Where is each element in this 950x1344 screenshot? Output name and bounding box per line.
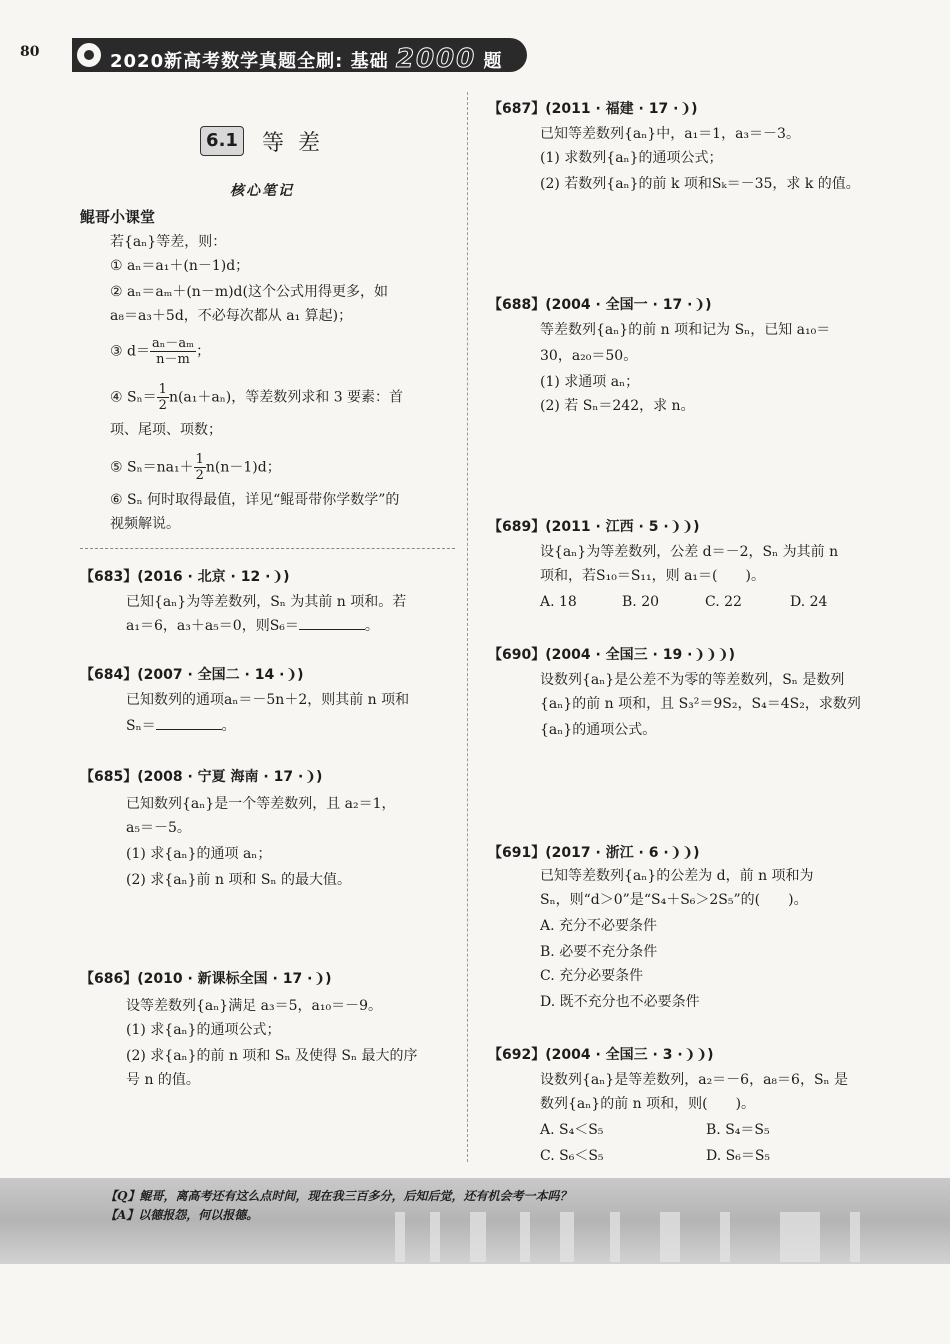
question-688-header: 【688】(2004 · 全国一 · 17 ·❩) (488, 297, 712, 313)
section-number: 6.1 (200, 126, 244, 156)
question-686-header: 【686】(2010 · 新课标全国 · 17 ·❩) (80, 971, 332, 987)
question-683-line-1: 已知{aₙ}为等差数列，Sₙ 为其前 n 项和。若 (126, 594, 407, 610)
question-687-line-1: 已知等差数列{aₙ}中，a₁＝1，a₃＝－3。 (540, 126, 800, 142)
question-690-line-2: {aₙ}的前 n 项和，且 S₃²＝9S₂，S₄＝4S₂，求数列 (540, 696, 861, 712)
question-692-option-a: A. S₄＜S₅ (540, 1122, 604, 1138)
question-691-option-c: C. 充分必要条件 (540, 968, 644, 984)
formula-3-end: ； (196, 343, 211, 360)
question-685-header: 【685】(2008 · 宁夏 海南 · 17 ·❩) (80, 769, 323, 785)
question-687-source: 【687】(2011 · 福建 · 17 · (488, 101, 679, 117)
formula-4-rhs: n(a₁＋aₙ)，等差数列求和 3 要素：首 (168, 389, 404, 406)
question-683-text: a₁＝6，a₃＋a₅＝0，则S₆＝ (126, 618, 299, 634)
formula-3-fraction (150, 336, 196, 367)
question-690-header: 【690】(2004 · 全国三 · 19 ·❩❩❩) (488, 647, 736, 663)
question-690-line-1: 设数列{aₙ}是公差不为零的等差数列，Sₙ 是数列 (540, 672, 845, 688)
book-title-number: 2000 (395, 44, 477, 74)
formula-2-cont: a₈＝a₃＋5d，不必每次都从 a₁ 算起)； (110, 308, 353, 324)
footer-stripe (780, 1212, 820, 1262)
fraction-denominator: n－m (156, 352, 190, 367)
question-689-line-1: 设{aₙ}为等差数列，公差 d＝－2，Sₙ 为其前 n (540, 544, 839, 560)
answer-blank (299, 617, 365, 630)
question-684-end: 。 (221, 718, 236, 734)
difficulty-pepper-icon: ❩❩ (683, 1047, 708, 1063)
formula-4-cont: 项、尾项、项数； (110, 422, 222, 438)
difficulty-pepper-icon: ❩ (271, 569, 284, 585)
formula-5-rhs: n(n－1)d； (205, 459, 281, 476)
formula-1: ① aₙ＝a₁＋(n－1)d； (110, 258, 250, 274)
question-689-source: 【689】(2011 · 江西 · 5 · (488, 519, 669, 535)
question-684-header: 【684】(2007 · 全国二 · 14 ·❩) (80, 667, 304, 683)
footer-stripe (470, 1212, 486, 1262)
fraction-denominator: 2 (158, 398, 167, 413)
header-logo-icon (74, 40, 104, 70)
question-686-line-1: 设等差数列{aₙ}满足 a₃＝5，a₁₀＝－9。 (126, 998, 383, 1014)
question-684-line-1: 已知数列的通项aₙ＝－5n＋2，则其前 n 项和 (126, 692, 410, 708)
formula-5-lhs: ⑤ Sₙ＝na₁＋ (110, 459, 194, 476)
book-title-sub: 基础 (350, 51, 389, 72)
formula-3-lhs: ③ d＝ (110, 343, 150, 360)
fraction-numerator: aₙ－aₘ (151, 336, 195, 351)
section-title: 等差 (262, 131, 335, 156)
question-692-header: 【692】(2004 · 全国三 · 3 ·❩❩) (488, 1047, 714, 1063)
notes-separator (80, 548, 455, 549)
notes-intro: 若{aₙ}等差，则： (110, 234, 227, 250)
difficulty-pepper-icon: ❩ (693, 297, 706, 313)
difficulty-pepper-icon: ❩ (285, 667, 298, 683)
formula-5 (110, 452, 281, 483)
question-684-source: 【684】(2007 · 全国二 · 14 · (80, 667, 285, 683)
question-691-line-1: 已知等差数列{aₙ}的公差为 d，前 n 项和为 (540, 868, 814, 884)
question-683-source: 【683】(2016 · 北京 · 12 · (80, 569, 271, 585)
footer-stripe (610, 1212, 620, 1262)
difficulty-pepper-icon: ❩ (313, 971, 326, 987)
question-686-source: 【686】(2010 · 新课标全国 · 17 · (80, 971, 313, 987)
question-688-line-1: 等差数列{aₙ}的前 n 项和记为 Sₙ，已知 a₁₀＝ (540, 322, 831, 338)
question-689-header: 【689】(2011 · 江西 · 5 ·❩❩) (488, 519, 700, 535)
question-691-option-a: A. 充分不必要条件 (540, 918, 658, 934)
footer-stripe (430, 1212, 440, 1262)
fraction-denominator: 2 (195, 468, 204, 483)
question-683-line-2 (126, 616, 379, 636)
question-692-option-d: D. S₆＝S₅ (706, 1148, 771, 1164)
question-691-header: 【691】(2017 · 浙江 · 6 ·❩❩) (488, 845, 700, 861)
footer-stripe (560, 1212, 574, 1262)
question-686-part-2: (2) 求{aₙ}的前 n 项和 Sₙ 及使得 Sₙ 最大的序 (126, 1048, 418, 1064)
question-690-line-3: {aₙ}的通项公式。 (540, 722, 657, 738)
formula-3 (110, 336, 210, 367)
question-692-option-b: B. S₄＝S₅ (706, 1122, 770, 1138)
question-687-part-1: (1) 求数列{aₙ}的通项公式； (540, 150, 723, 166)
difficulty-pepper-icon: ❩❩ (669, 519, 694, 535)
book-title (110, 44, 503, 74)
footer-question: 【Q】鲲哥，离高考还有这么点时间，现在我三百多分，后知后觉，还有机会考一本吗？ (105, 1189, 572, 1203)
question-686-part-1: (1) 求{aₙ}的通项公式； (126, 1022, 281, 1038)
question-685-line-2: a₅＝－5。 (126, 820, 191, 836)
formula-4 (110, 382, 403, 413)
question-689-option-a: A. 18 (540, 594, 577, 610)
footer-answer: 【A】以德报怨，何以报德。 (105, 1208, 259, 1222)
formula-6-cont: 视频解说。 (110, 516, 180, 532)
formula-2: ② aₙ＝aₘ＋(n－m)d(这个公式用得更多，如 (110, 284, 388, 300)
fraction-numerator: 1 (158, 382, 167, 397)
question-690-source: 【690】(2004 · 全国三 · 19 · (488, 647, 693, 663)
column-divider (467, 92, 468, 1162)
question-691-source: 【691】(2017 · 浙江 · 6 · (488, 845, 669, 861)
answer-blank (156, 717, 222, 730)
question-691-line-2: Sₙ，则“d＞0”是“S₄＋S₆＞2S₅”的( )。 (540, 892, 808, 908)
footer-stripe (720, 1212, 730, 1262)
question-688-part-1: (1) 求通项 aₙ； (540, 374, 640, 390)
footer-stripe (660, 1212, 680, 1262)
question-688-source: 【688】(2004 · 全国一 · 17 · (488, 297, 693, 313)
difficulty-pepper-icon: ❩ (304, 769, 317, 785)
difficulty-pepper-icon: ❩ (679, 101, 692, 117)
fraction-numerator: 1 (195, 452, 204, 467)
question-689-option-c: C. 22 (705, 594, 742, 610)
question-685-line-1: 已知数列{aₙ}是一个等差数列，且 a₂＝1， (126, 796, 396, 812)
question-692-line-2: 数列{aₙ}的前 n 项和，则( )。 (540, 1096, 756, 1112)
difficulty-pepper-icon: ❩❩ (669, 845, 694, 861)
question-688-line-2: 30，a₂₀＝50。 (540, 348, 638, 364)
footer-stripe (520, 1212, 530, 1262)
notes-title: 核心笔记 (230, 183, 294, 199)
question-692-source: 【692】(2004 · 全国三 · 3 · (488, 1047, 683, 1063)
question-683-header: 【683】(2016 · 北京 · 12 ·❩) (80, 569, 290, 585)
question-685-source: 【685】(2008 · 宁夏 海南 · 17 · (80, 769, 304, 785)
question-684-text: Sₙ＝ (126, 718, 156, 734)
class-title: 鲲哥小课堂 (80, 208, 156, 226)
question-685-part-1: (1) 求{aₙ}的通项 aₙ； (126, 846, 272, 862)
formula-4-fraction (157, 382, 169, 413)
question-685-part-2: (2) 求{aₙ}前 n 项和 Sₙ 的最大值。 (126, 872, 351, 888)
formula-6: ⑥ Sₙ 何时取得最值，详见“鲲哥带你学数学”的 (110, 492, 400, 508)
footer-stripe (395, 1212, 405, 1262)
book-title-prefix: 2020新高考数学真题全刷: (110, 51, 344, 72)
book-title-suffix: 题 (483, 51, 503, 72)
question-687-header: 【687】(2011 · 福建 · 17 ·❩) (488, 101, 698, 117)
question-686-part-2-cont: 号 n 的值。 (126, 1072, 200, 1088)
question-692-line-1: 设数列{aₙ}是等差数列，a₂＝－6，a₈＝6，Sₙ 是 (540, 1072, 849, 1088)
question-683-end: 。 (364, 618, 379, 634)
formula-5-fraction (194, 452, 206, 483)
question-689-option-d: D. 24 (790, 594, 828, 610)
difficulty-pepper-icon: ❩❩❩ (693, 647, 729, 663)
question-691-option-b: B. 必要不充分条件 (540, 944, 658, 960)
question-687-part-2: (2) 若数列{aₙ}的前 k 项和Sₖ＝－35，求 k 的值。 (540, 176, 860, 192)
question-689-option-b: B. 20 (622, 594, 660, 610)
question-684-line-2 (126, 716, 236, 736)
question-688-part-2: (2) 若 Sₙ＝242，求 n。 (540, 398, 695, 414)
question-692-option-c: C. S₆＜S₅ (540, 1148, 604, 1164)
formula-4-lhs: ④ Sₙ＝ (110, 389, 157, 406)
page-number: 80 (20, 44, 40, 60)
question-691-option-d: D. 既不充分也不必要条件 (540, 994, 700, 1010)
question-689-line-2: 项和，若S₁₀＝S₁₁，则 a₁＝( )。 (540, 568, 765, 584)
footer-stripe (850, 1212, 860, 1262)
